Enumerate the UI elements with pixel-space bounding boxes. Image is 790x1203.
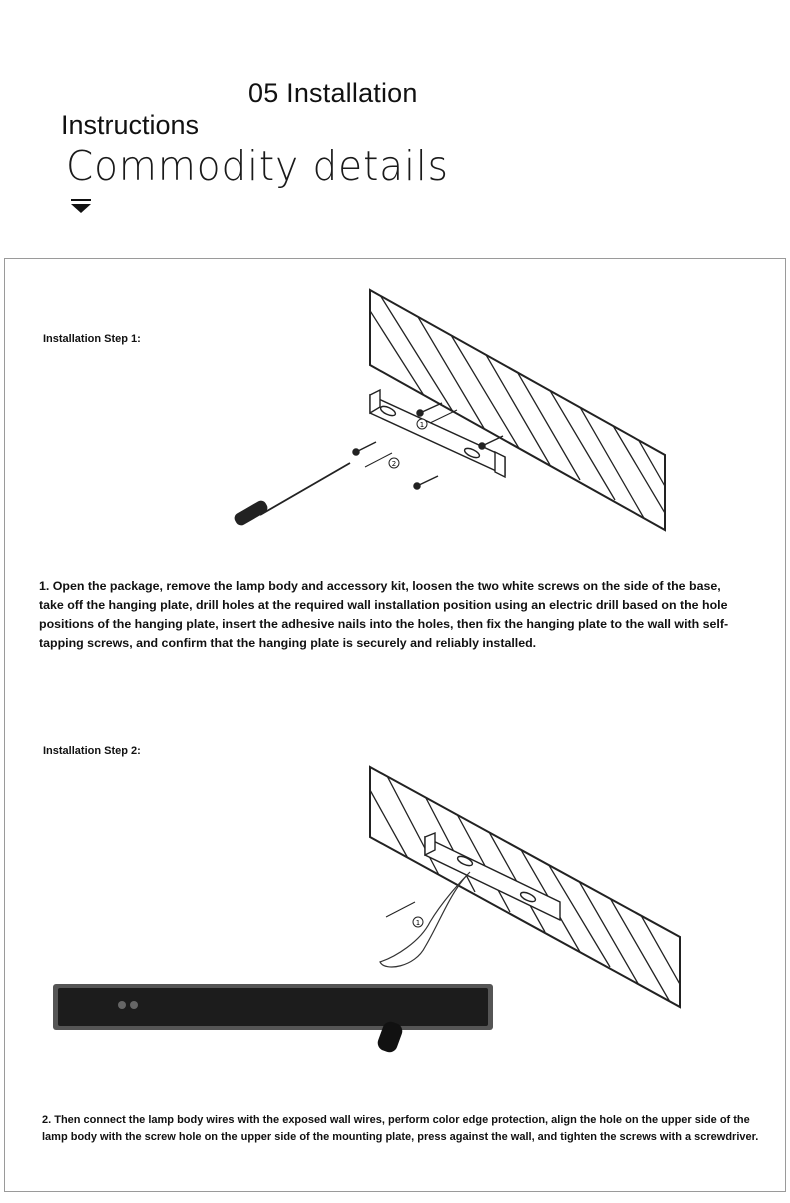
callout-1: 1 <box>419 421 425 429</box>
step-1-description: 1. Open the package, remove the lamp body and accessory kit, loosen the two white screws on the side of the base, take off the hanging plate, drill holes at the required wall installation position using an electric drill based on the hole positions of the hanging plate, insert the adhesive nails into the holes, then fix the hanging plate to the wall with self-tapping screws, and confirm that the hanging plate is securely and reliably installed. <box>39 579 729 650</box>
page-heading: Commodity details <box>66 142 449 190</box>
callout-2: 2 <box>391 460 397 468</box>
screwdriver-icon <box>233 463 350 527</box>
step-1-label: Installation Step 1: <box>43 333 141 345</box>
step-1-illustration <box>220 285 680 535</box>
arrow-icon <box>386 902 415 917</box>
step-2-illustration <box>50 762 690 1062</box>
section-title: 05 Installation <box>248 78 418 108</box>
double-chevron-down-icon <box>70 198 92 214</box>
wall-wire <box>380 872 470 967</box>
lamp-body <box>53 984 493 1055</box>
step-2-label: Installation Step 2: <box>43 745 141 757</box>
section-subtitle: Instructions <box>61 110 200 140</box>
mounting-plate <box>425 833 560 920</box>
callout-1: 1 <box>415 919 421 927</box>
step-2-description: 2. Then connect the lamp body wires with the exposed wall wires, perform color edge protection, align the hole on the upper side of the lamp body with the screw hole on the upper side of the mounting plate, press against the wall, and tighten the screws with a screwdriver. <box>42 1114 759 1143</box>
